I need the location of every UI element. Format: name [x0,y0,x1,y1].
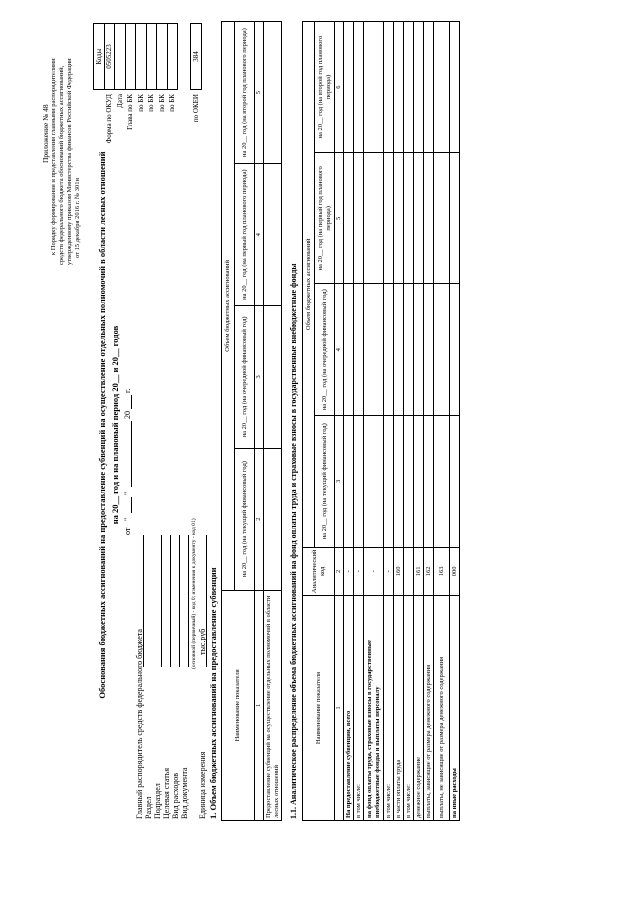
field-target-item[interactable] [163,535,171,667]
label-section: Раздел [144,796,153,819]
s11-colnum-2: 2 [335,547,344,595]
s11-row-1-value-3[interactable] [354,153,364,284]
s11-colnum-4: 4 [335,284,344,416]
s1-col-plan-year-2: на 20__ год (на второй год планового периода) [235,22,255,164]
s11-row-5-name: в том числе: [404,596,414,821]
s11-row-8-value-1[interactable] [434,416,450,548]
s11-row-6-value-2[interactable] [414,284,424,416]
s11-row-2-value-1[interactable] [364,416,384,548]
s11-row-1-value-2[interactable] [354,284,364,416]
codes-header: Коды [94,24,105,90]
code-value-chapter[interactable] [125,24,136,90]
s11-row-2-value-3[interactable] [364,153,384,284]
s11-row-1-code: - [354,547,364,595]
s11-row-7-code: 162 [424,547,434,595]
label-expense-type: Вид расходов [171,773,180,819]
s11-row-8-value-2[interactable] [434,284,450,416]
s11-row-4-code: 160 [394,547,404,595]
code-value-date[interactable] [115,24,126,90]
code-value-section[interactable] [136,24,147,90]
s11-row-9-name: на иные расходы [450,596,460,821]
s11-row-7-value-4[interactable] [424,22,434,153]
date-year-suffix: г. [123,388,132,393]
code-value-subsection[interactable] [146,24,157,90]
s1-row-value-1[interactable] [264,448,282,590]
s11-row-3-name: в том числе: [384,596,394,821]
code-label-subsection: по БК [147,94,156,112]
s11-row-3-value-4[interactable] [384,22,394,153]
s11-col-plan-year-2: на 20__ год (на второй год планового периода) [315,22,335,153]
s1-col-plan-year-1: на 20__ год (на первый год планового периода) [235,164,255,306]
s11-colnum-5: 5 [335,153,344,284]
s11-row-2-code: - [364,547,384,595]
s1-col-name-header: Наименование показателя [222,590,255,820]
s11-row-8-value-4[interactable] [434,22,450,153]
s11-row-3-value-2[interactable] [384,284,394,416]
s1-col-volume-header: Объем бюджетных ассигнований [222,22,235,591]
appendix-line-3: утвержденному приказом Министерства финансов Российской Федерации [66,58,73,265]
code-value-expense[interactable] [167,24,178,90]
s11-row-4-value-1[interactable] [394,416,404,548]
s11-row-1-name: в том числе: [354,596,364,821]
s11-row-2-value-2[interactable] [364,284,384,416]
s11-row-8-code: 163 [434,547,450,595]
code-label-section: по БК [136,94,145,112]
s11-col-plan-year-1: на 20__ год (на первый год планового периода) [315,153,335,284]
s11-row-4-value-4[interactable] [394,22,404,153]
field-document-type[interactable] [181,535,189,667]
s11-row-9-value-2[interactable] [450,284,460,416]
s1-colnum-2: 2 [255,448,264,590]
label-target-item: Целевая статья [162,767,171,819]
s11-col-code-header: Аналитический код [303,547,335,595]
s11-row-4-value-3[interactable] [394,153,404,284]
s11-col-next-year: на 20__ год (на очередной финансовый год) [315,284,335,416]
appendix-line-2: средств федерального бюджета обоснований бюджетных ассигнований, [58,65,65,265]
field-subsection[interactable] [154,535,162,667]
s11-row-0-value-1[interactable] [344,416,354,548]
s11-row-6-value-1[interactable] [414,416,424,548]
document-type-hint: (основной (первичный) - код 0; изменения к документу - код 01) [191,518,197,669]
s1-colnum-4: 4 [255,164,264,306]
s11-row-7-value-2[interactable] [424,284,434,416]
s11-row-0-value-3[interactable] [344,153,354,284]
code-label-date: Дата [115,94,124,108]
s11-row-7-value-3[interactable] [424,153,434,284]
appendix-line-4: от 15 декабря 2016 г. № 301н [74,178,81,258]
section-1-1-table [302,21,460,821]
s11-row-9-code: 000 [450,547,460,595]
appendix-line-1: к Порядку формирования и представления главными распорядителями [50,58,57,255]
code-value-target[interactable] [157,24,168,90]
s1-colnum-3: 3 [255,306,264,448]
unit-value: тыс.руб [198,628,207,655]
s11-row-5-value-2[interactable] [404,284,414,416]
s11-row-9-value-1[interactable] [450,416,460,548]
field-chief-manager[interactable] [136,535,144,667]
label-subsection: Подраздел [153,783,162,819]
code-label-chapter: Глава по БК [126,94,135,130]
s11-row-5-value-3[interactable] [404,153,414,284]
label-chief-manager: Главный распорядитель средств федерального бюджета [135,629,144,819]
s1-col-next-year: на 20__ год (на очередной финансовый год) [235,306,255,448]
code-label-okei: по ОКЕИ [191,94,200,123]
code-value-okud[interactable]: 0505223 [104,24,115,90]
s11-row-6-code: 161 [414,547,424,595]
section-1-1-title: 1.1. Аналитическое распределение объема бюджетных ассигнований на фонд оплаты труда и страховые взносы в государственные внебюджетные фонды [289,263,298,819]
s11-row-5-code [404,547,414,595]
s1-row-value-2[interactable] [264,306,282,448]
s1-row-value-4[interactable] [264,22,282,164]
s11-colnum-1: 1 [335,596,344,821]
s11-col-current-year: на 20__ год (на текущий финансовый год) [315,416,335,548]
s11-col-volume-header: Объем бюджетных ассигнований [303,22,315,548]
s11-row-6-name: денежное содержание [414,596,424,821]
s11-row-4-name: в части оплаты труда [394,596,404,821]
s11-row-0-name: На предоставление субвенции, всего [344,596,354,821]
s11-row-5-value-1[interactable] [404,416,414,548]
document-title-period: на 20__ год и на плановый период 20__ и 20__ годов [110,325,120,525]
s1-colnum-1: 1 [255,590,264,820]
date-close-quote: " [123,491,132,495]
s11-row-4-value-2[interactable] [394,284,404,416]
s11-row-8-name: выплаты, не зависящие от размера денежного содержания [434,596,450,821]
s11-row-2-value-4[interactable] [364,22,384,153]
label-unit: Единица измерения [198,751,207,819]
s11-row-2-name: на фонд оплаты труда, страховые взносы в государственные внебюджетные фонды и выплаты персоналу [364,596,384,821]
appendix-number: Приложение № 48 [41,104,50,163]
date-day-field[interactable] [124,497,132,513]
code-label-target: по БК [157,94,166,112]
s1-row-value-3[interactable] [264,164,282,306]
code-label-okud: Форма по ОКУД [105,94,114,144]
s1-row-name: Предоставление субвенций на осуществление отдельных полномочий в области лесных отношений [264,590,282,820]
s11-row-9-value-4[interactable] [450,22,460,153]
s11-row-3-value-3[interactable] [384,153,394,284]
s11-row-0-code: - [344,547,354,595]
s1-col-current-year: на 20__ год (на текущий финансовый год) [235,448,255,590]
date-open-quote: " [123,517,132,521]
code-label-expense: по БК [168,94,177,112]
s1-colnum-5: 5 [255,22,264,164]
s11-colnum-3: 3 [335,416,344,548]
s11-row-6-value-3[interactable] [414,153,424,284]
s11-row-5-value-4[interactable] [404,22,414,153]
s11-row-7-value-1[interactable] [424,416,434,548]
document-title: Обоснования бюджетных ассигнований на предоставление субвенций на осуществление отдельных полномочий в области лесных отношений [97,151,107,699]
s11-row-6-value-4[interactable] [414,22,424,153]
date-year-prefix: 20 [123,411,132,419]
s11-row-1-value-1[interactable] [354,416,364,548]
date-month-field[interactable] [124,421,132,487]
s11-row-3-value-1[interactable] [384,416,394,548]
date-prefix: от [123,527,132,535]
s11-row-9-value-3[interactable] [450,153,460,284]
section-1-title: 1. Объем бюджетных ассигнований на предоставление субвенции [208,567,218,819]
date-year-field[interactable] [124,395,132,409]
s11-row-1-value-4[interactable] [354,22,364,153]
s11-col-name-header: Наименование показателя [303,596,335,821]
code-value-okei[interactable]: 384 [191,24,202,90]
s11-row-8-value-3[interactable] [434,153,450,284]
label-document-type: Вид документа [180,767,189,819]
s11-row-7-name: выплаты, зависящие от размера денежного содержания [424,596,434,821]
s11-row-0-value-4[interactable] [344,22,354,153]
field-expense-type[interactable] [172,535,180,667]
s11-row-0-value-2[interactable] [344,284,354,416]
s11-row-3-code: - [384,547,394,595]
codes-table [93,23,202,153]
section-1-table [221,21,282,821]
s11-colnum-6: 6 [335,22,344,153]
